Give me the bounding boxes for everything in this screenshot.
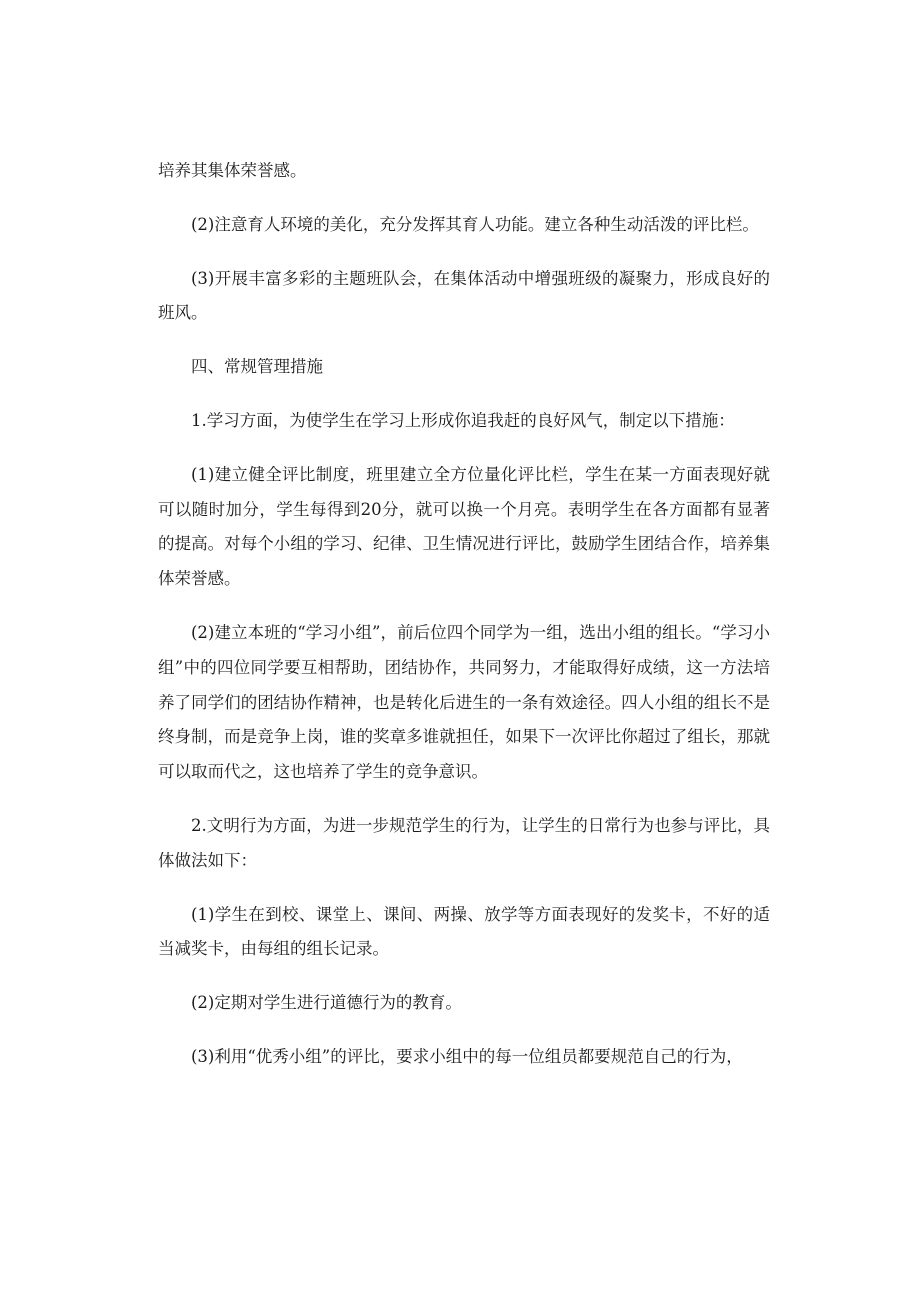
- paragraph-behavior-item-2: (2)定期对学生进行道德行为的教育。: [191, 993, 462, 1013]
- paragraph-behavior-item-3: (3)利用“优秀小组”的评比，要求小组中的每一位组员都要规范自己的行为，: [191, 1046, 743, 1066]
- paragraph-item-2-environment: (2)注意育人环境的美化，充分发挥其育人功能。建立各种生动活泼的评比栏。: [191, 214, 759, 234]
- paragraph-study-aspect: 1.学习方面，为使学生在学习上形成你追我赶的良好风气，制定以下措施：: [191, 410, 735, 430]
- document-body: [158, 154, 770, 1075]
- paragraph-behavior-item-1: (1)学生在到校、课堂上、课间、两操、放学等方面表现好的发奖卡，不好的适当减奖卡，由每组的组长记录。: [158, 904, 770, 959]
- paragraph-study-item-2: (2)建立本班的“学习小组”，前后位四个同学为一组，选出小组的组长。“学习小组”中的四位同学要互相帮助，团结协作，共同努力，才能取得好成绩，这一方法培养了同学们的团结协作精神，也是转化后进生的一条有效途径。四人小组的组长不是终身制，而是竞争上岗，谁的奖章多谁就担任，如果下一次评比你超过了组长，那就可以取而代之，这也培养了学生的竞争意识。: [158, 622, 770, 782]
- section-heading-routine-management: 四、常规管理措施: [191, 357, 323, 377]
- paragraph-behavior-aspect: 2.文明行为方面，为进一步规范学生的行为，让学生的日常行为也参与评比，具体做法如下：: [158, 815, 770, 870]
- paragraph-item-3-class-meeting: (3)开展丰富多彩的主题班队会，在集体活动中增强班级的凝聚力，形成良好的班风。: [158, 268, 770, 323]
- paragraph-continuation: 培养其集体荣誉感。: [158, 161, 307, 180]
- paragraph-study-item-1: (1)建立健全评比制度，班里建立全方位量化评比栏，学生在某一方面表现好就可以随时加分，学生每得到20分，就可以换一个月亮。表明学生在各方面都有显著的提高。对每个小组的学习、纪律、卫生情况进行评比，鼓励学生团结合作，培养集体荣誉感。: [158, 464, 770, 589]
